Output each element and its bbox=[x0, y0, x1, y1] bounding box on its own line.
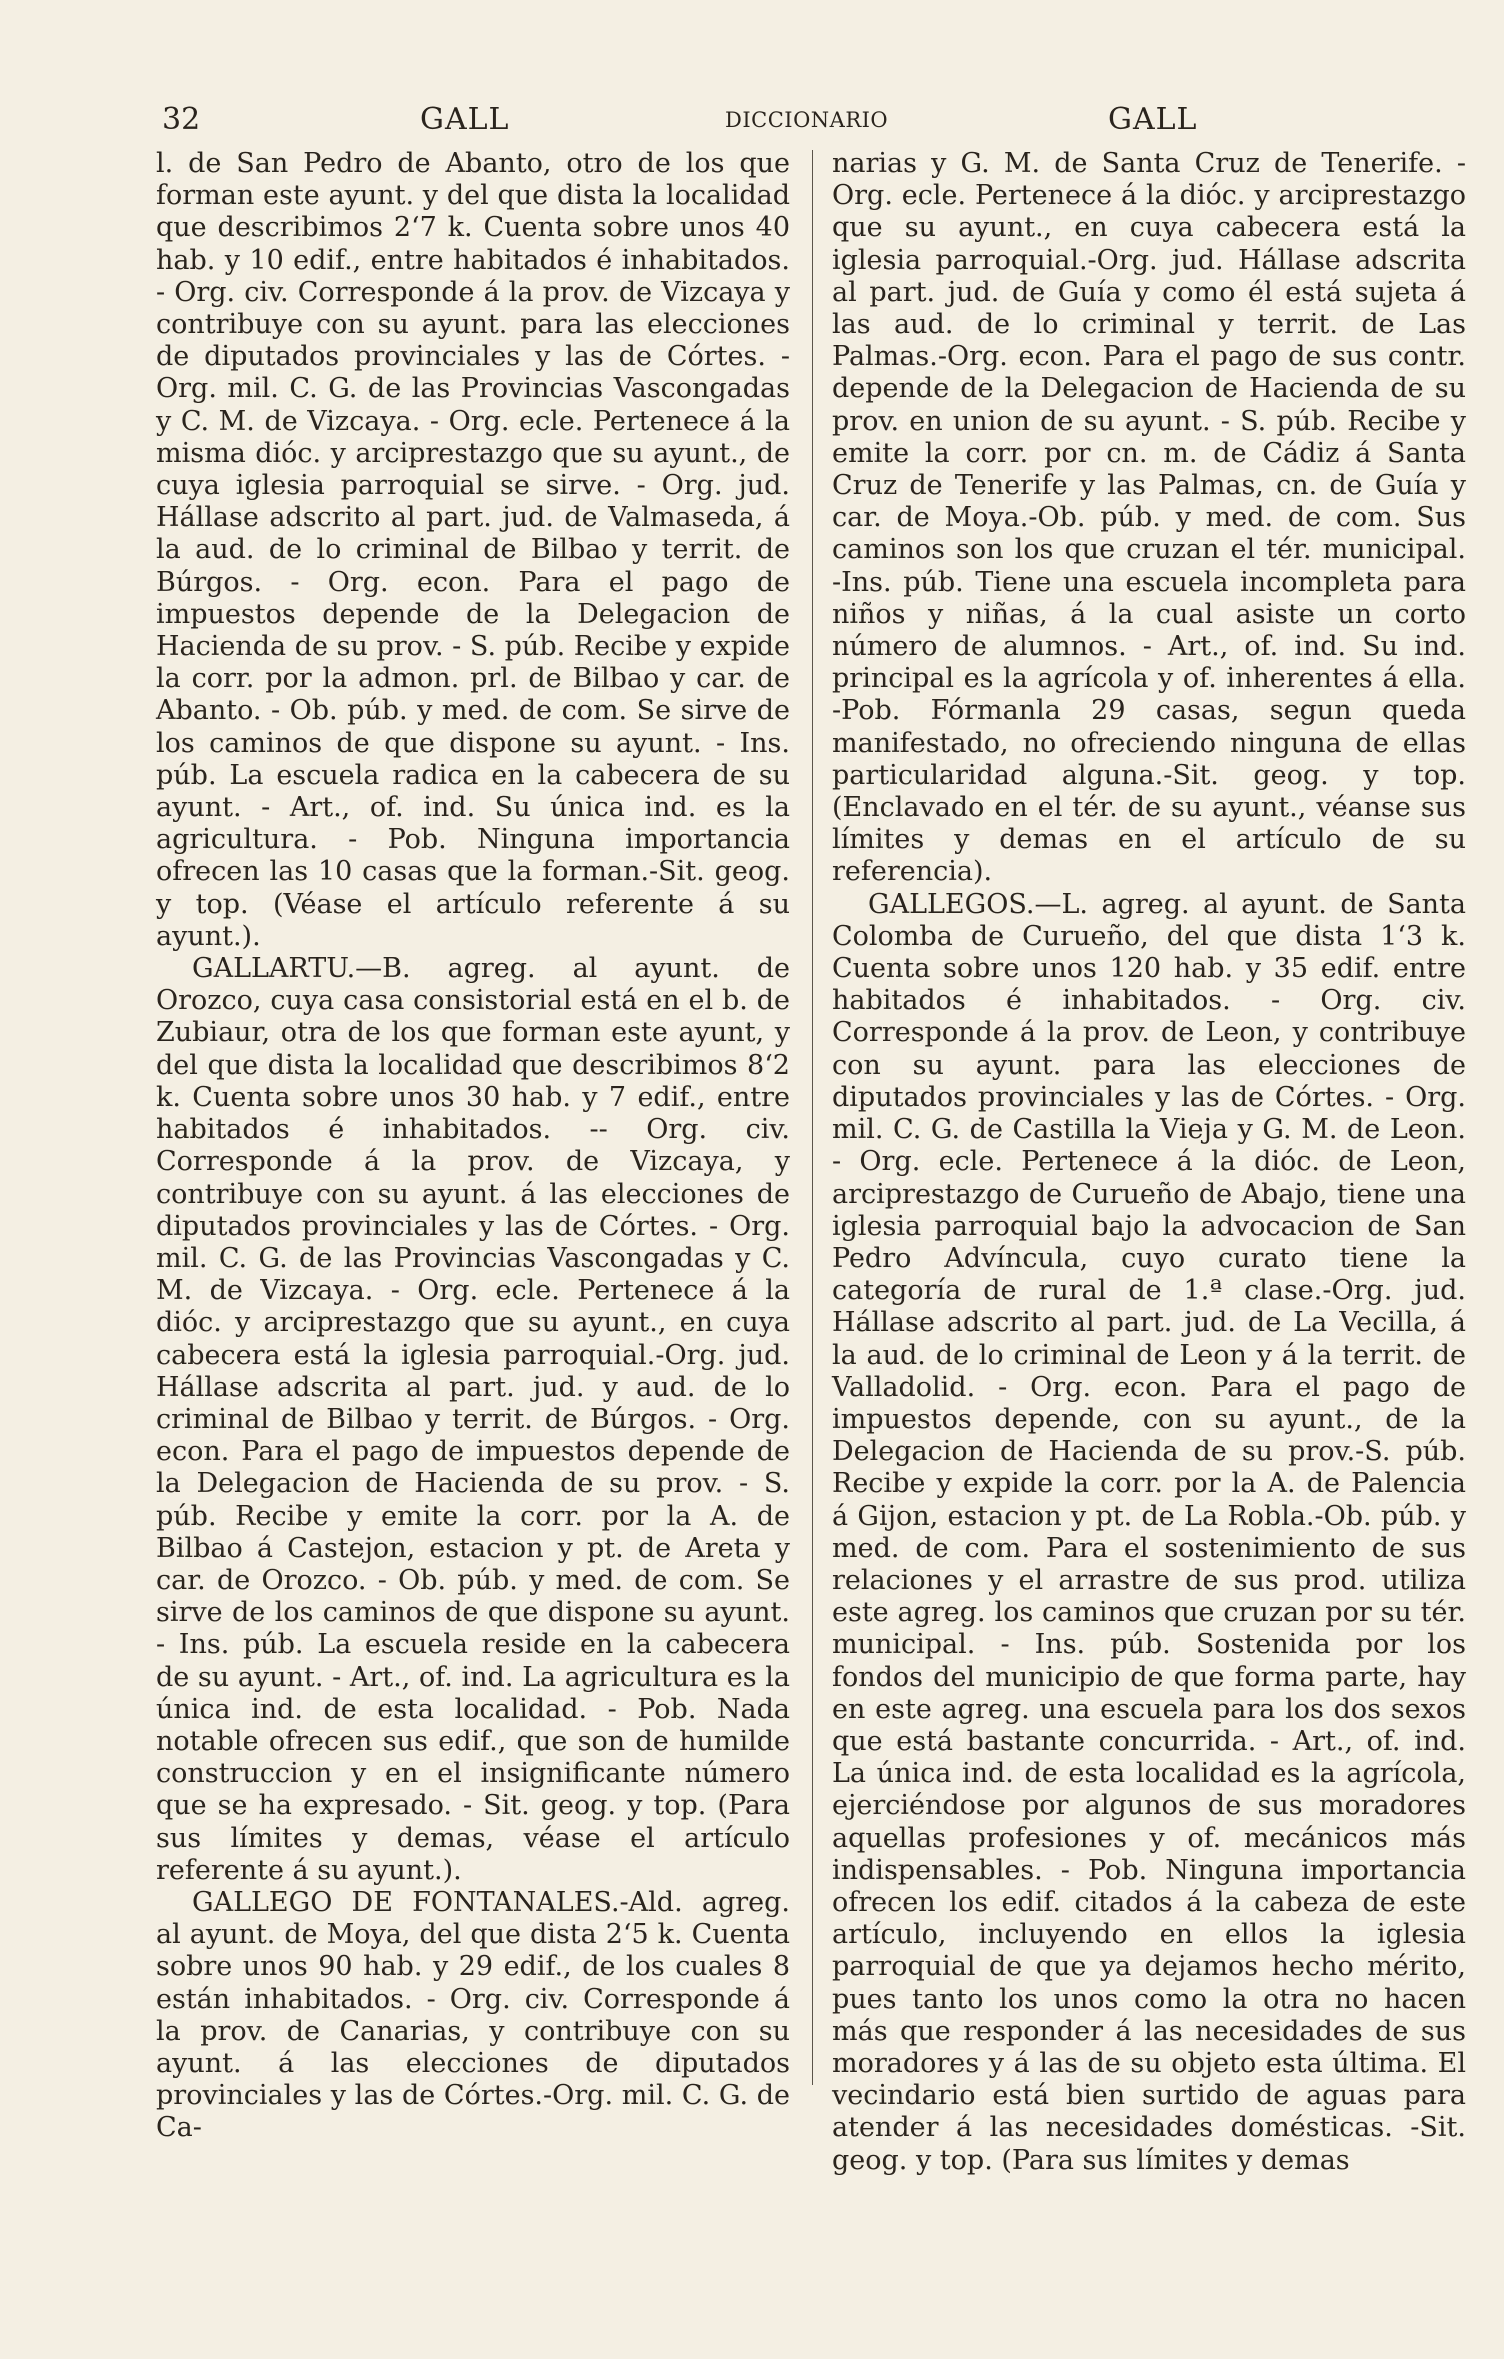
entry-gallartu: GALLARTU.—B. agreg. al ayunt. de Orozco, cuya casa consistorial está en el b. de Zubiaur, otra de los que forman este ayunt, y del que dista la localidad que describimos 8‘2 k. Cuenta sobre unos 30 hab. y 7 edif., entre habitados é inhabitados. -- Org. civ. Corresponde á la prov. de Vizcaya, y contribuye con su ayunt. á las elecciones de diputados provinciales y las de Córtes. - Org. mil. C. G. de las Provincias Vascongadas y C. M. de Vizcaya. - Org. ecle. Pertenece á la dióc. y arciprestazgo que su ayunt., en cuya cabecera está la iglesia parroquial.-Org. jud. Hállase adscrita al part. jud. y aud. de lo criminal de Bilbao y territ. de Búrgos. - Org. econ. Para el pago de impuestos depende de la Delegacion de Hacienda de su prov. - S. púb. Recibe y emite la corr. por la A. de Bilbao á Castejon, estacion y pt. de Areta y car. de Orozco. - Ob. púb. y med. de com. Se sirve de los caminos de que dispone su ayunt. - Ins. púb. La escuela reside en la cabecera de su ayunt. - Art., of. ind. La agricultura es la única ind. de esta localidad. - Pob. Nada notable ofrecen sus edif., que son de humilde construccion y en el insignificante número que se ha expresado. - Sit. geog. y top. (Para sus límites y demas, véase el artículo referente á su ayunt.). bbox=[156, 953, 790, 1886]
entry-gallegos: GALLEGOS.—L. agreg. al ayunt. de Santa Colomba de Curueño, del que dista 1‘3 k. Cuenta sobre unos 120 hab. y 35 edif. entre habitados é inhabitados. - Org. civ. Corresponde á la prov. de Leon, y contribuye con su ayunt. para las elecciones de diputados provinciales y las de Córtes. - Org. mil. C. G. de Castilla la Vieja y G. M. de Leon. - Org. ecle. Pertenece á la dióc. de Leon, arciprestazgo de Curueño de Abajo, tiene una iglesia parroquial bajo la advocacion de San Pedro Advíncula, cuyo curato tiene la categoría de rural de 1.ª clase.-Org. jud. Hállase adscrito al part. jud. de La Vecilla, á la aud. de lo criminal de Leon y á la territ. de Valladolid. - Org. econ. Para el pago de impuestos depende, con su ayunt., de la Delegacion de Hacienda de su prov.-S. púb. Recibe y expide la corr. por la A. de Palencia á Gijon, estacion y pt. de La Robla.-Ob. púb. y med. de com. Para el sostenimiento de sus relaciones y el arrastre de sus prod. utiliza este agreg. los caminos que cruzan por su tér. municipal. - Ins. púb. Sostenida por los fondos del municipio de que forma parte, hay en este agreg. una escuela para los dos sexos que está bastante concurrida. - Art., of. ind. La única ind. de esta localidad es la agrícola, ejerciéndose por algunos de sus moradores aquellas profesiones y of. mecánicos más indispensables. - Pob. Ninguna importancia ofrecen los edif. citados á la cabeza de este artículo, incluyendo en ellos la iglesia parroquial de que ya dejamos hecho mérito, pues tanto los unos como la otra no hacen más que responder á las necesidades de sus moradores y á las de su objeto esta última. El vecindario está bien surtido de aguas para atender á las necesidades domésticas. -Sit. geog. y top. (Para sus límites y demas bbox=[832, 888, 1466, 2176]
column-divider bbox=[812, 150, 813, 2085]
entry-gallego-de-fontanales: GALLEGO DE FONTANALES.-Ald. agreg. al ayunt. de Moya, del que dista 2‘5 k. Cuenta sobre unos 90 hab. y 29 edif., de los cuales 8 están inhabitados. - Org. civ. Corresponde á la prov. de Canarias, y contribuye con su ayunt. á las elecciones de diputados provinciales y las de Córtes.-Org. mil. C. G. de Ca- bbox=[156, 1886, 790, 2144]
header-title: DICCIONARIO bbox=[725, 108, 889, 132]
running-header bbox=[150, 95, 1390, 145]
header-right-word: GALL bbox=[1108, 102, 1198, 137]
header-left-word: GALL bbox=[420, 102, 510, 137]
right-column bbox=[832, 148, 1466, 2177]
left-column bbox=[156, 148, 790, 2145]
page-number: 32 bbox=[162, 102, 201, 137]
entry-continuation: l. de San Pedro de Abanto, otro de los que forman este ayunt. y del que dista la localidad que describimos 2‘7 k. Cuenta sobre unos 40 hab. y 10 edif., entre habitados é inhabitados. - Org. civ. Corresponde á la prov. de Vizcaya y contribuye con su ayunt. para las elecciones de diputados provinciales y las de Córtes. - Org. mil. C. G. de las Provincias Vascongadas y C. M. de Vizcaya. - Org. ecle. Pertenece á la misma dióc. y arciprestazgo que su ayunt., de cuya iglesia parroquial se sirve. - Org. jud. Hállase adscrito al part. jud. de Valmaseda, á la aud. de lo criminal de Bilbao y territ. de Búrgos. - Org. econ. Para el pago de impuestos depende de la Delegacion de Hacienda de su prov. - S. púb. Recibe y expide la corr. por la admon. prl. de Bilbao y car. de Abanto. - Ob. púb. y med. de com. Se sirve de los caminos de que dispone su ayunt. - Ins. púb. La escuela radica en la cabecera de su ayunt. - Art., of. ind. Su única ind. es la agricultura. - Pob. Ninguna importancia ofrecen las 10 casas que la forman.-Sit. geog. y top. (Véase el artículo referente á su ayunt.). bbox=[156, 148, 790, 952]
entry-continuation: narias y G. M. de Santa Cruz de Tenerife. - Org. ecle. Pertenece á la dióc. y arciprestazgo que su ayunt., en cuya cabecera está la iglesia parroquial.-Org. jud. Hállase adscrita al part. jud. de Guía y como él está sujeta á las aud. de lo criminal y territ. de Las Palmas.-Org. econ. Para el pago de sus contr. depende de la Delegacion de Hacienda de su prov. en union de su ayunt. - S. púb. Recibe y emite la corr. por cn. m. de Cádiz á Santa Cruz de Tenerife y las Palmas, cn. de Guía y car. de Moya.-Ob. púb. y med. de com. Sus caminos son los que cruzan el tér. municipal. -Ins. púb. Tiene una escuela incompleta para niños y niñas, á la cual asiste un corto número de alumnos. - Art., of. ind. Su ind. principal es la agrícola y of. inherentes á ella. -Pob. Fórmanla 29 casas, segun queda manifestado, no ofreciendo ninguna de ellas particularidad alguna.-Sit. geog. y top. (Enclavado en el tér. de su ayunt., véanse sus límites y demas en el artículo de su referencia). bbox=[832, 148, 1466, 888]
